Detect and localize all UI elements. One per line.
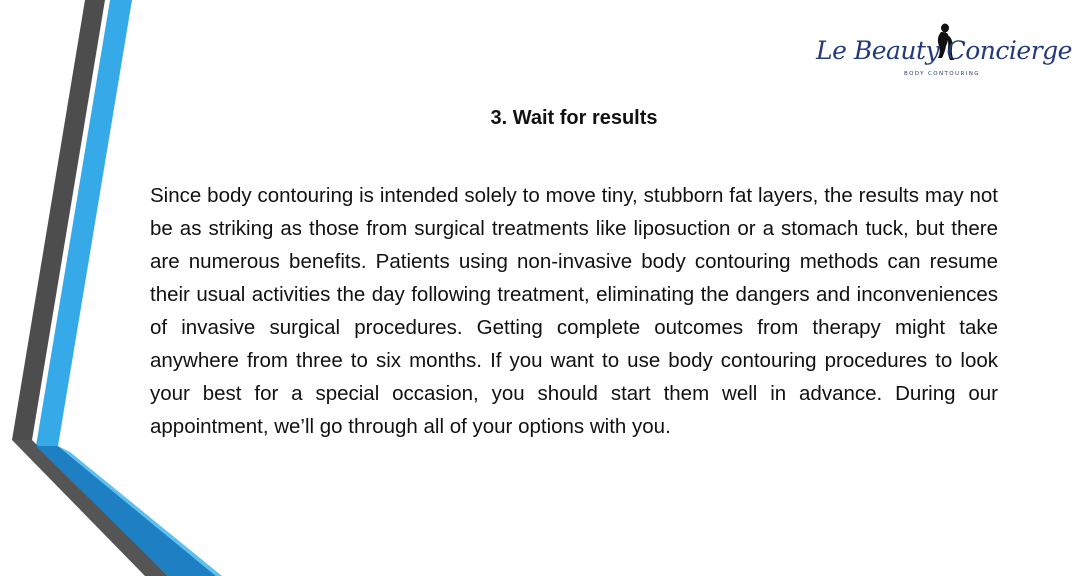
brand-logo — [812, 22, 1072, 86]
gray-diagonal-stripe — [12, 440, 168, 576]
logo-wordmark: Le Beauty Concierge — [816, 36, 1072, 65]
body-paragraph: Since body contouring is intended solely to move tiny, stubborn fat layers, the results may not be as striking as those from surgical treatments like liposuction or a stomach tuck, but there are numerous benefits. Patients using non-invasive body contouring methods can resume their usual activities the day following treatment, eliminating the dangers and inconveniences of invasive surgical procedures. Getting complete outcomes from therapy might take anywhere from three to six months. If you want to use body contouring procedures to look your best for a special occasion, you should start them well in advance. During our appointment, we’ll go through all of your options with you. — [150, 184, 998, 438]
section-heading: 3. Wait for results — [490, 107, 658, 129]
logo-tagline: BODY CONTOURING — [904, 71, 980, 77]
